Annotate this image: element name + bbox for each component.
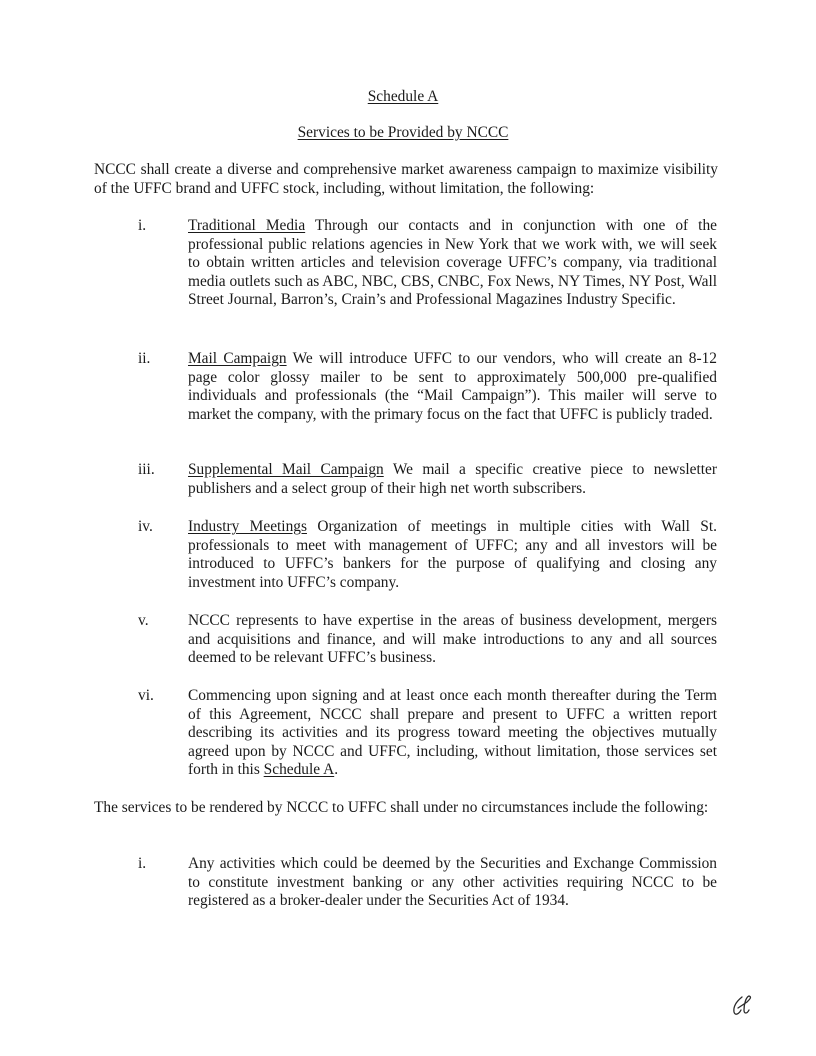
item-text: Through our contacts and in conjunction with one of the professional public relations agencies in New York that we work with, we will seek to obtain written articles and television coverage UFFC’s company, via traditional media outlets such as ABC, NBC, CBS, CNBC, Fox News, NY Times, NY Post, Wall Street Journal, Barron’s, Crain’s and Professional Magazines Industry Specific. <box>188 217 717 309</box>
item-number: ii. <box>138 350 151 367</box>
item-body <box>188 518 717 592</box>
item-body: Any activities which could be deemed by the Securities and Exchange Commission to constitute investment banking or any other activities requiring NCCC to be registered as a broker-dealer under the Securities Act of 1934. <box>188 855 717 910</box>
item-tail: . <box>334 761 339 779</box>
item-text: Organization of meetings in multiple cities with Wall St. professionals to meet with management of UFFC; any and all investors will be introduced to UFFC’s bankers for the purpose of qualifying and closing any investment into UFFC’s company. <box>188 518 717 591</box>
schedule-a-reference: Schedule A <box>263 761 335 779</box>
item-number: iv. <box>138 518 153 535</box>
item-heading: Mail Campaign <box>188 350 287 367</box>
item-heading: Industry Meetings <box>188 518 307 535</box>
schedule-title: Schedule A <box>367 88 439 105</box>
item-number: i. <box>138 217 147 234</box>
item-body <box>188 217 717 310</box>
intro-paragraph: NCCC shall create a diverse and comprehensive market awareness campaign to maximize visibility of the UFFC brand and UFFC stock, including, without limitation, the following: <box>94 161 718 197</box>
item-text: We will introduce UFFC to our vendors, who will create an 8-12 page color glossy mailer to be sent to approximately 500,000 pre-qualified individuals and professionals (the “Mail Campaign”). This mailer will serve to market the company, with the primary focus on the fact that UFFC is publicly traded. <box>188 350 717 423</box>
item-number: i. <box>138 855 147 872</box>
item-number: v. <box>138 612 149 629</box>
item-text: We mail a specific creative piece to newsletter publishers and a select group of their high net worth subscribers. <box>188 461 717 497</box>
item-text: Commencing upon signing and at least once each month thereafter during the Term of this Agreement, NCCC shall prepare and present to UFFC a written report describing its activities and its progress toward meeting the objectives mutually agreed upon by NCCC and UFFC, including, without limitation, those services set forth in this <box>188 687 717 779</box>
item-body <box>188 687 717 780</box>
item-body: NCCC represents to have expertise in the areas of business development, mergers and acquisitions and finance, and will make introductions to any and all sources deemed to be relevant UFFC’s business. <box>188 612 717 667</box>
item-heading: Traditional Media <box>188 217 306 234</box>
item-number: iii. <box>138 461 155 478</box>
item-body <box>188 350 717 424</box>
exclusion-intro: The services to be rendered by NCCC to UFFC shall under no circumstances include the following: <box>94 799 709 816</box>
item-heading: Supplemental Mail Campaign <box>188 461 384 478</box>
item-body <box>188 461 717 498</box>
initials-signature <box>728 992 758 1022</box>
item-number: vi. <box>138 687 154 704</box>
services-title: Services to be Provided by NCCC <box>297 124 509 141</box>
